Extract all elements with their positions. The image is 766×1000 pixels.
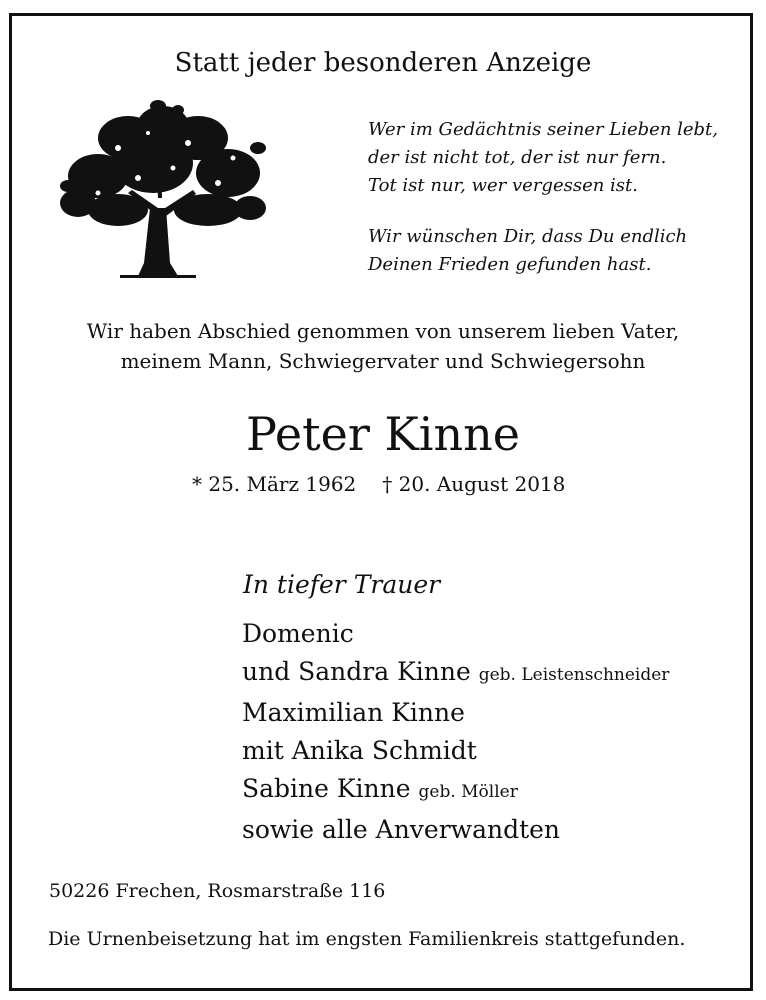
- quote-line: Wir wünschen Dir, dass Du endlich: [368, 226, 688, 247]
- intro-line: meinem Mann, Schwiegervater und Schwiegersohn: [120, 349, 646, 373]
- family-member: [242, 653, 669, 694]
- family-list: [242, 615, 669, 849]
- family-member-name: mit Anika Schmidt: [242, 736, 477, 765]
- mourning-line: In tiefer Trauer: [243, 570, 441, 599]
- intro-text: [0, 316, 766, 376]
- death-date: † 20. August 2018: [382, 472, 566, 496]
- burial-note: Die Urnenbeisetzung hat im engsten Familienkreis stattgefunden.: [48, 928, 686, 950]
- address: 50226 Frechen, Rosmarstraße 116: [49, 880, 386, 902]
- family-member-name: und Sandra Kinne: [242, 657, 471, 686]
- family-member-note: geb. Möller: [418, 782, 518, 802]
- quote-line: Deinen Frieden gefunden hast.: [368, 254, 652, 275]
- family-member: [242, 770, 669, 811]
- family-member-name: Maximilian Kinne: [242, 698, 465, 727]
- family-member-name: sowie alle Anverwandten: [242, 815, 561, 844]
- tree-icon: [58, 98, 270, 284]
- quote-stanza-1: [368, 116, 718, 200]
- family-member-note: geb. Leistenschneider: [478, 665, 670, 685]
- quote-line: Tot ist nur, wer vergessen ist.: [368, 175, 638, 196]
- family-member-name: Domenic: [242, 619, 354, 648]
- birth-date: * 25. März 1962: [192, 472, 357, 496]
- notice-header: Statt jeder besonderen Anzeige: [174, 48, 592, 78]
- family-member: [242, 615, 669, 653]
- family-member: [242, 732, 669, 770]
- deceased-name: Peter Kinne: [246, 407, 520, 461]
- quote-line: der ist nicht tot, der ist nur fern.: [368, 147, 667, 168]
- quote-stanza-2: [368, 223, 687, 279]
- family-member: [242, 694, 669, 732]
- family-member: [242, 811, 669, 849]
- life-dates: [192, 472, 565, 496]
- intro-line: Wir haben Abschied genommen von unserem lieben Vater,: [86, 319, 680, 343]
- quote-line: Wer im Gedächtnis seiner Lieben lebt,: [368, 119, 719, 140]
- family-member-name: Sabine Kinne: [242, 774, 411, 803]
